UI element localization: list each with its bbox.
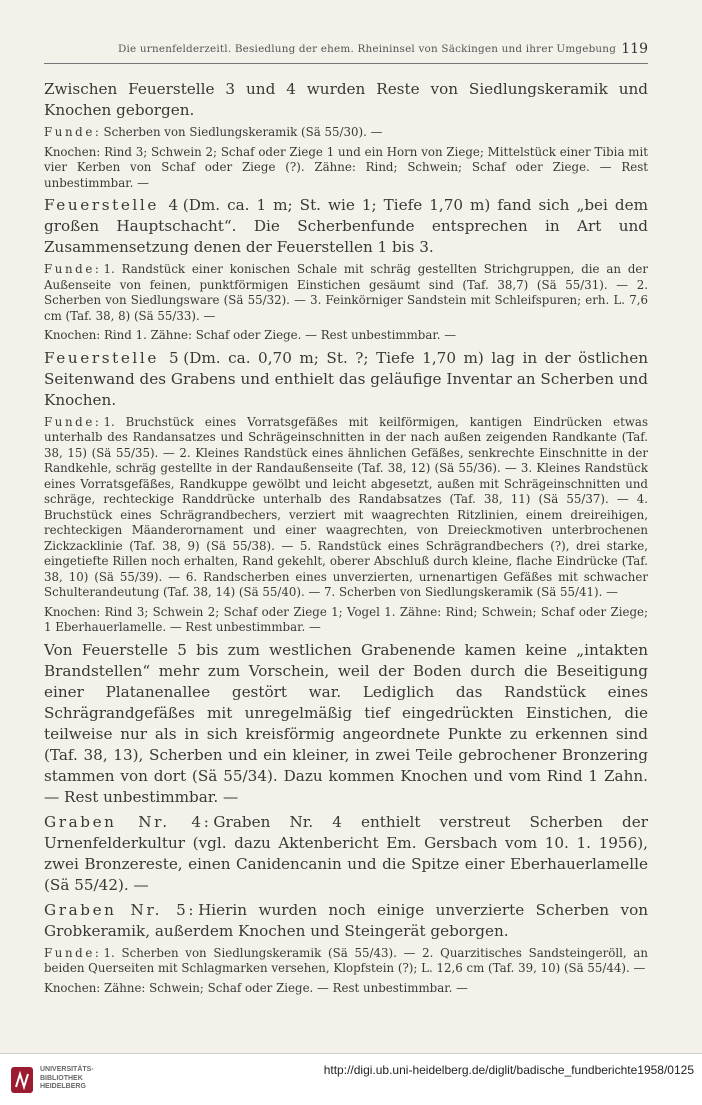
page-body — [44, 79, 648, 1000]
paragraph-knochen-4: Knochen: Zähne: Schwein; Schaf oder Ziege. — Rest unbestimmbar. — — [44, 980, 468, 995]
library-name — [40, 1066, 94, 1092]
paragraph-funde-2 — [44, 262, 648, 324]
feuerstelle-4-label: Feuerstelle 4 — [44, 196, 181, 214]
feuerstelle-5-text: (Dm. ca. 0,70 m; St. ?; Tiefe 1,70 m) lag in der östlichen Seitenwand des Grabens und enthielt das geläufige Inventar an Scherben und Knochen. — [44, 348, 648, 409]
paragraph-funde-3 — [44, 415, 648, 601]
library-logo-icon — [10, 1066, 34, 1094]
graben-4-text: Graben Nr. 4 enthielt verstreut Scherben der Urnenfelderkultur (vgl. dazu Aktenbericht Em. Gersbach vom 10. 1. 1956), zwei Bronzereste, einen Canidencanin und die Spitze einer Eberhauerlamelle (Sä 55/42). — — [44, 812, 648, 894]
source-url-link[interactable]: http://digi.ub.uni-heidelberg.de/diglit/badische_fundberichte1958/0125 — [323, 1063, 694, 1077]
paragraph-graben-5 — [44, 900, 648, 942]
funde-label: Funde: — [44, 262, 102, 276]
funde-label: Funde: — [44, 414, 102, 429]
graben-5-label: Graben Nr. 5: — [44, 900, 197, 919]
paragraph-knochen-2: Knochen: Rind 1. Zähne: Schaf oder Ziege. — Rest unbestimmbar. — — [44, 328, 457, 342]
library-name-line-2: BIBLIOTHEK — [40, 1074, 83, 1082]
paragraph-feuerstelle-5 — [44, 348, 648, 411]
running-title: Die urnenfelderzeitl. Besiedlung der ehem. Rheininsel von Säckingen und ihrer Umgebung — [118, 43, 617, 55]
paragraph-feuerstelle-4 — [44, 195, 648, 258]
footer-bar — [0, 1053, 702, 1105]
library-name-line-3: HEIDELBERG — [40, 1083, 86, 1091]
funde-text: 1. Scherben von Siedlungskeramik (Sä 55/43). — 2. Quarzitisches Sandsteingeröll, an beiden Querseiten mit Schlagmarken versehen, Klopfstein (?); L. 12,6 cm (Taf. 39, 10) (Sä 55/44). — — [44, 945, 648, 975]
graben-4-label: Graben Nr. 4: — [44, 812, 212, 831]
funde-text: 1. Bruchstück eines Vorratsgefäßes mit keilförmigen, kantigen Eindrücken etwas unterhalb des Randansatzes und Schrägeinschnitten in der nach außen zeigenden Randkante (Taf. 38, 15) (Sä 55/35). — 2. Kleines Randstück eines ähnlichen Gefäßes, senkrechte Einschnitte in der Randkehle, schräg gestellte in der Randaußenseite (Taf. 38, 12) (Sä 55/36). — 3. Kleines Randstück eines Vorratsgefäßes, Randkuppe gewölbt und leicht abgesetzt, außen mit Schrägeinschnitten und schräge, rechteckige Randdrücke unterhalb des Randabsatzes (Taf. 38, 11) (Sä 55/37). — 4. Bruchstück eines Schrägrandbechers, verziert mit waagrechten Ritzlinien, einem dreireihigen, rechteckigen Mäanderornament und einer waagrechten, von Dreieckmotiven unterbrochenen Zickzacklinie (Taf. 38, 9) (Sä 55/38). — 5. Randstück eines Schrägrandbechers (?), drei starke, eingetiefte Rillen noch erhalten, Rand gekehlt, oberer Abschluß durch kleine, flache Eindrücke (Taf. 38, 10) (Sä 55/39). — 6. Randscherben eines unverzierten, urnenartigen Gefäßes mit schwacher Schulterandeutung (Taf. 38, 14) (Sä 55/40). — 7. Scherben von Siedlungskeramik (Sä 55/41). — — [44, 414, 648, 599]
feuerstelle-4-text: (Dm. ca. 1 m; St. wie 1; Tiefe 1,70 m) fand sich „bei dem großen Hauptschacht“. Die Scherbenfunde entsprechen in Art und Zusammensetzung denen der Feuerstellen 1 bis 3. — [44, 196, 648, 256]
funde-label: Funde: — [44, 125, 102, 139]
paragraph-funde-4 — [44, 946, 648, 977]
header-rule — [44, 63, 648, 64]
paragraph-feuerstelle-3-4: Zwischen Feuerstelle 3 und 4 wurden Reste von Siedlungskeramik und Knochen geborgen. — [44, 80, 648, 119]
paragraph-funde-1 — [44, 125, 648, 141]
funde-text: 1. Randstück einer konischen Schale mit schräg gestellten Strichgruppen, die an der Außenseite von feinen, punktförmigen Einstichen gesäumt sind (Taf. 38,7) (Sä 55/31). — 2. Scherben von Siedlungsware (Sä 55/32). — 3. Feinkörniger Sandstein mit Schleifspuren; erh. L. 7,6 cm (Taf. 38, 8) (Sä 55/33). — — [44, 262, 648, 323]
feuerstelle-5-label: Feuerstelle 5 — [44, 348, 182, 367]
footer-rule — [0, 1053, 702, 1054]
page-header — [44, 43, 648, 61]
paragraph-graben-4 — [44, 812, 648, 896]
library-name-line-1: UNIVERSITÄTS- — [40, 1066, 94, 1073]
funde-text: Scherben von Siedlungskeramik (Sä 55/30). — — [103, 125, 383, 139]
funde-label: Funde: — [44, 945, 102, 960]
paragraph-knochen-1: Knochen: Rind 3; Schwein 2; Schaf oder Ziege 1 und ein Horn von Ziege; Mittelstück einer Tibia mit vier Kerben von Schaf oder Ziege (?). Zähne: Rind; Schwein; Schaf oder Ziege. — Rest unbestimmbar. — — [44, 144, 648, 190]
graben-5-text: Hierin wurden noch einige unverzierte Scherben von Grobkeramik, außerdem Knochen und Steingerät geborgen. — [44, 900, 648, 940]
page-number: 119 — [621, 41, 648, 57]
paragraph-grabenende: Von Feuerstelle 5 bis zum westlichen Grabenende kamen keine „intakten Brandstellen“ mehr zum Vorschein, weil der Boden durch die Beseitigung einer Platanenallee gestört war. Lediglich das Randstück eines Schrägrandgefäßes mit unregelmäßig tief eingedrückten Einstichen, die teilweise nur als in sich kreisförmig angeordnete Punkte zu erkennen sind (Taf. 38, 13), Scherben und ein kleiner, in zwei Teile gebrochener Bronzering stammen von dort (Sä 55/34). Dazu kommen Knochen und vom Rind 1 Zahn. — Rest unbestimmbar. — — [44, 640, 648, 806]
paragraph-knochen-3: Knochen: Rind 3; Schwein 2; Schaf oder Ziege 1; Vogel 1. Zähne: Rind; Schwein; Schaf oder Ziege; 1 Eberhauerlamelle. — Rest unbestimmbar. — — [44, 604, 648, 634]
